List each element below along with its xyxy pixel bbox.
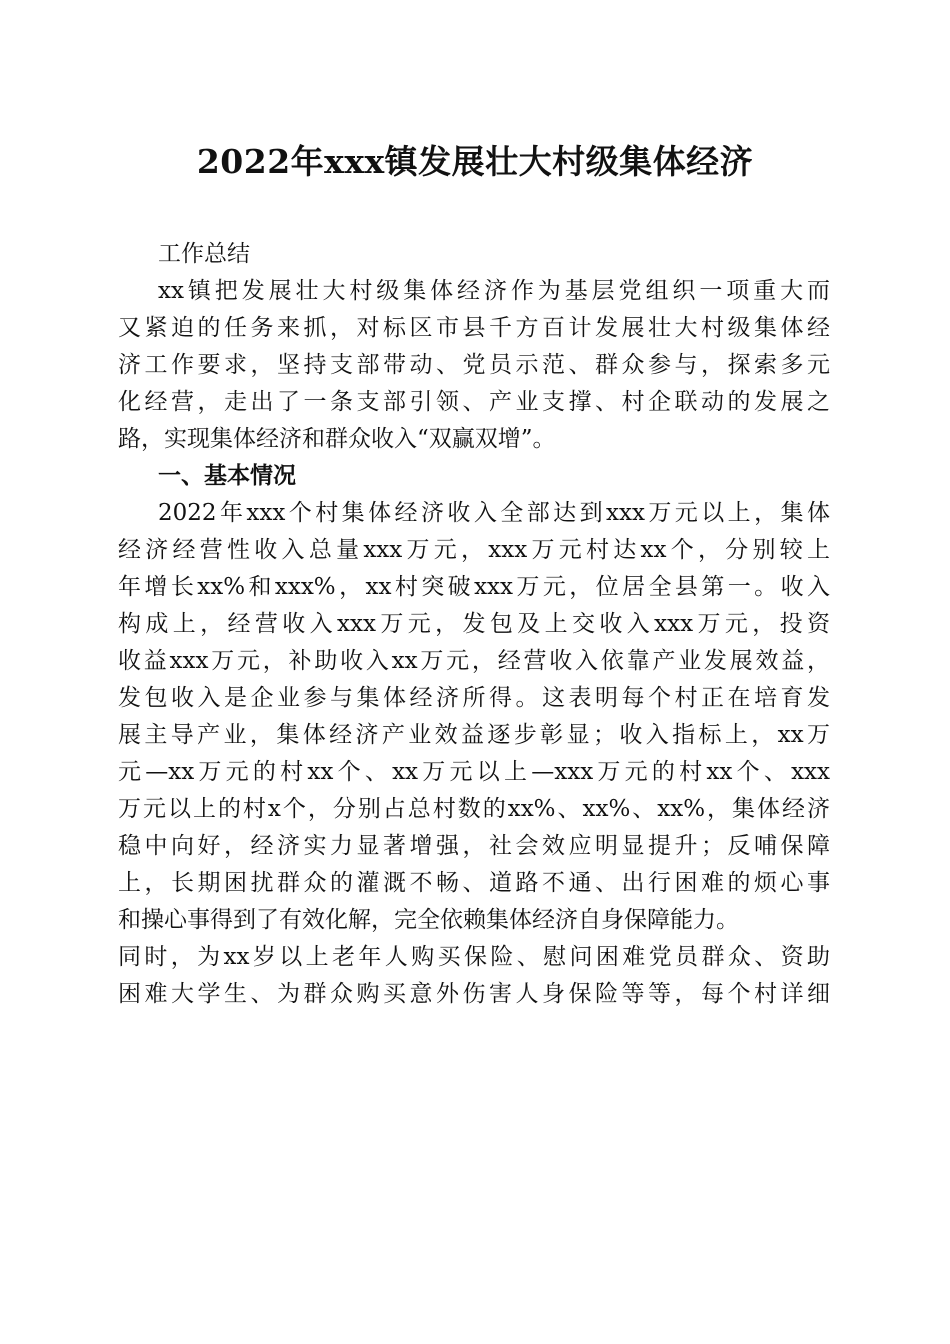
paragraph-line: 上，长期困扰群众的灌溉不畅、道路不通、出行困难的烦心事: [118, 870, 830, 896]
paragraph-line: 年增长xx%和xxx%，xx村突破xxx万元，位居全县第一。收入: [118, 574, 830, 600]
intro-line: 化经营，走出了一条支部引领、产业支撑、村企联动的发展之: [118, 389, 830, 415]
paragraph-line: 万元以上的村x个，分别占总村数的xx%、xx%、xx%，集体经济: [118, 796, 830, 822]
intro-line: xx镇把发展壮大村级集体经济作为基层党组织一项重大而: [158, 278, 830, 304]
document-subtitle: 工作总结: [158, 241, 250, 267]
paragraph-line: 构成上，经营收入xxx万元，发包及上交收入xxx万元，投资: [118, 611, 830, 637]
intro-line: 济工作要求，坚持支部带动、党员示范、群众参与，探索多元: [118, 352, 830, 378]
intro-line: 又紧迫的任务来抓，对标区市县千方百计发展壮大村级集体经: [118, 315, 830, 341]
paragraph-line: 经济经营性收入总量xxx万元，xxx万元村达xx个，分别较上: [118, 537, 830, 563]
paragraph-line: 发包收入是企业参与集体经济所得。这表明每个村正在培育发: [118, 685, 830, 711]
paragraph-line: 展主导产业，集体经济产业效益逐步彰显；收入指标上，xx万: [118, 722, 830, 748]
document-title: 2022年xxx镇发展壮大村级集体经济: [196, 142, 754, 181]
paragraph-line: 收益xxx万元，补助收入xx万元，经营收入依靠产业发展效益，: [118, 648, 830, 674]
paragraph-line: 和操心事得到了有效化解，完全依赖集体经济自身保障能力。: [118, 907, 739, 933]
document-body: [118, 236, 830, 1013]
paragraph-line: 同时，为xx岁以上老年人购买保险、慰问困难党员群众、资助: [118, 944, 830, 970]
section-heading: 一、基本情况: [158, 463, 296, 489]
paragraph-line: 2022年xxx个村集体经济收入全部达到xxx万元以上，集体: [158, 500, 830, 526]
paragraph-line: 稳中向好，经济实力显著增强，社会效应明显提升；反哺保障: [118, 833, 830, 859]
intro-line: 路，实现集体经济和群众收入“双赢双增”。: [118, 426, 556, 452]
paragraph-line: 困难大学生、为群众购买意外伤害人身保险等等，每个村详细: [118, 981, 830, 1007]
paragraph-line: 元—xx万元的村xx个、xx万元以上—xxx万元的村xx个、xxx: [118, 759, 830, 785]
